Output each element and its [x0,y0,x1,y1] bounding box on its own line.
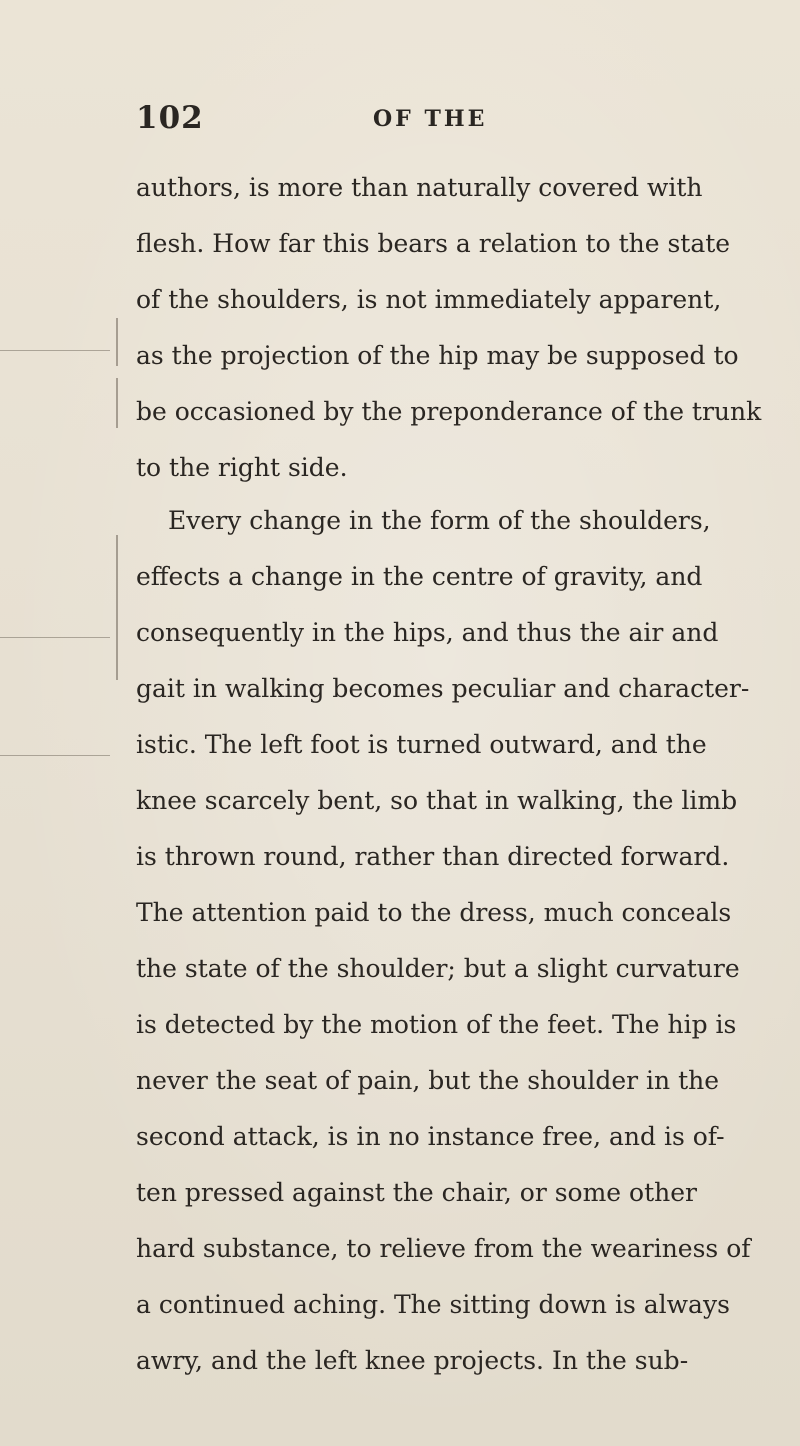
margin-rule [0,637,110,638]
text-line: awry, and the left knee projects. In the sub- [136,1346,689,1375]
running-head: OF THE [373,106,488,132]
margin-mark [116,535,118,680]
paragraph [136,160,762,496]
text-line: effects a change in the centre of gravity, and [136,562,703,591]
margin-rule [0,755,110,756]
text-line: authors, is more than naturally covered with [136,173,703,202]
margin-mark [116,378,118,428]
text-line: is thrown round, rather than directed forward. [136,842,730,871]
text-line: istic. The left foot is turned outward, and the [136,730,707,759]
text-line: never the seat of pain, but the shoulder in the [136,1066,720,1095]
page-header [136,100,696,140]
text-line: a continued aching. The sitting down is always [136,1290,730,1319]
text-line: hard substance, to relieve from the weariness of [136,1234,751,1263]
text-line: Every change in the form of the shoulders, [168,506,711,535]
text-line: gait in walking becomes peculiar and character- [136,674,750,703]
text-line: to the right side. [136,453,348,482]
text-line: the state of the shoulder; but a slight curvature [136,954,740,983]
text-line: knee scarcely bent, so that in walking, the limb [136,786,738,815]
text-line: of the shoulders, is not immediately apparent, [136,285,722,314]
text-line: second attack, is in no instance free, and is of- [136,1122,725,1151]
margin-rule [0,350,110,351]
text-line: is detected by the motion of the feet. The hip is [136,1010,737,1039]
text-line: as the projection of the hip may be supposed to [136,341,739,370]
paragraph [136,493,751,1389]
text-line: The attention paid to the dress, much conceals [136,898,732,927]
text-line: consequently in the hips, and thus the air and [136,618,719,647]
margin-mark [116,318,118,366]
page-number: 102 [136,100,204,136]
text-line: flesh. How far this bears a relation to the state [136,229,731,258]
text-line: be occasioned by the preponderance of the trunk [136,397,762,426]
text-line: ten pressed against the chair, or some other [136,1178,697,1207]
